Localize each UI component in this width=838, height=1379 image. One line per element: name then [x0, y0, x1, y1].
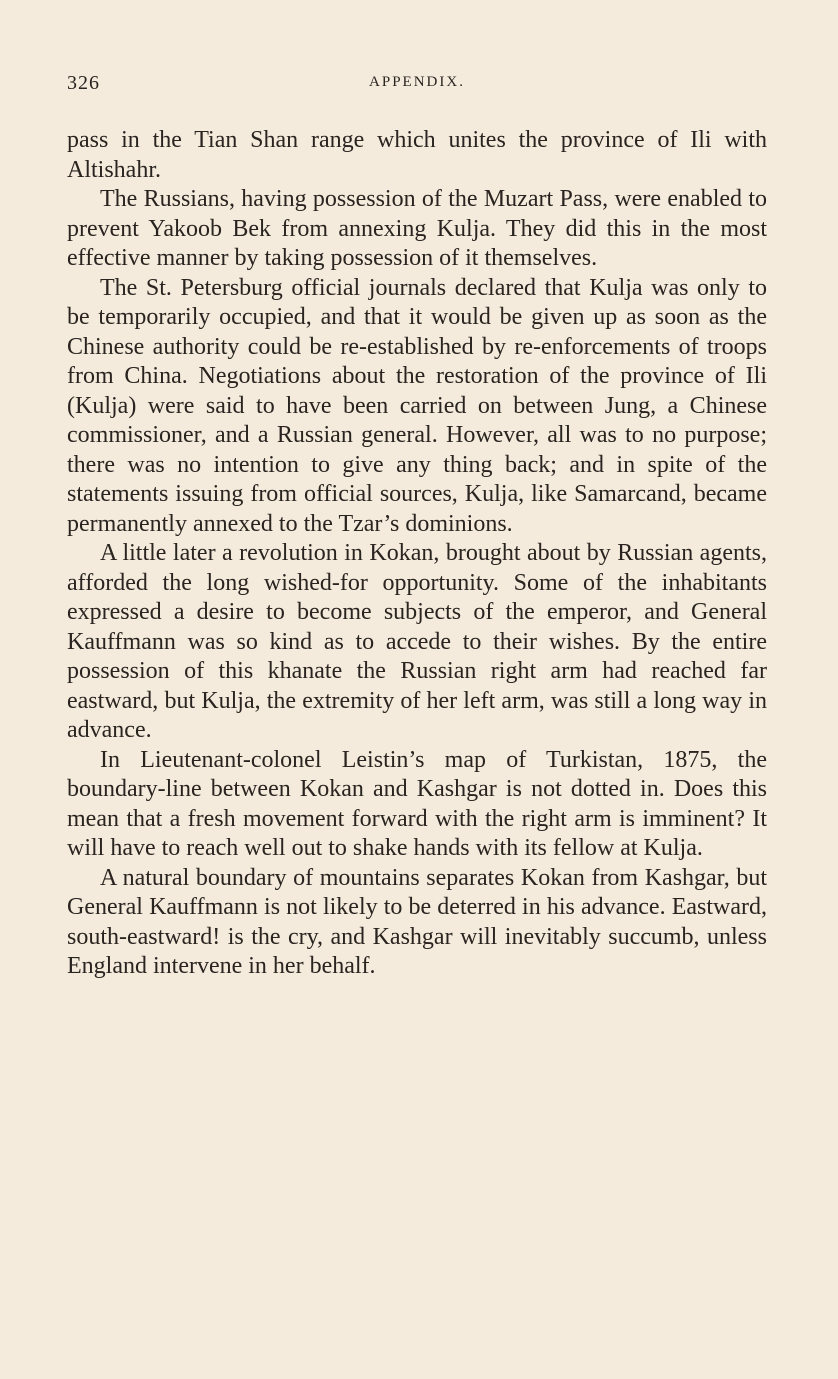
paragraph: The Russians, having possession of the Muzart Pass, were enabled to prevent Yakoob Bek from annexing Kulja. They did this in the most effective manner by taking possession of it themselves.: [67, 186, 767, 271]
paragraph: In Lieutenant-colonel Leistin’s map of Turkistan, 1875, the boundary-line between Kokan and Kashgar is not dotted in. Does this mean that a fresh movement forward with the right arm is imminent? It will have to reach well out to shake hands with its fellow at Kulja.: [67, 746, 767, 861]
body-text: [67, 126, 767, 982]
paragraph: pass in the Tian Shan range which unites the province of Ili with Altishahr.: [67, 127, 767, 183]
running-head: APPENDIX.: [369, 74, 465, 90]
paragraph: A little later a revolution in Kokan, brought about by Russian agents, afforded the long wished-for opportunity. Some of the inhabitants expressed a desire to become subjects of the emperor, and General Kauffmann was so kind as to accede to their wishes. By the entire possession of this khanate the Russian right arm had reached far eastward, but Kulja, the extremity of her left arm, was still a long way in advance.: [67, 540, 767, 743]
page-header: [67, 72, 767, 100]
page-number: 326: [67, 72, 100, 94]
paragraph: A natural boundary of mountains separates Kokan from Kashgar, but General Kauffmann is not likely to be deterred in his advance. Eastward, south-eastward! is the cry, and Kashgar will inevitably succumb, unless England intervene in her behalf.: [67, 864, 767, 979]
paragraph: The St. Petersburg official journals declared that Kulja was only to be temporarily occupied, and that it would be given up as soon as the Chinese authority could be re-established by re-enforcements of troops from China. Negotiations about the restoration of the province of Ili (Kulja) were said to have been carried on between Jung, a Chinese commissioner, and a Russian general. However, all was to no purpose; there was no intention to give any thing back; and in spite of the statements issuing from official sources, Kulja, like Samarcand, became permanently annexed to the Tzar’s dominions.: [67, 274, 767, 537]
